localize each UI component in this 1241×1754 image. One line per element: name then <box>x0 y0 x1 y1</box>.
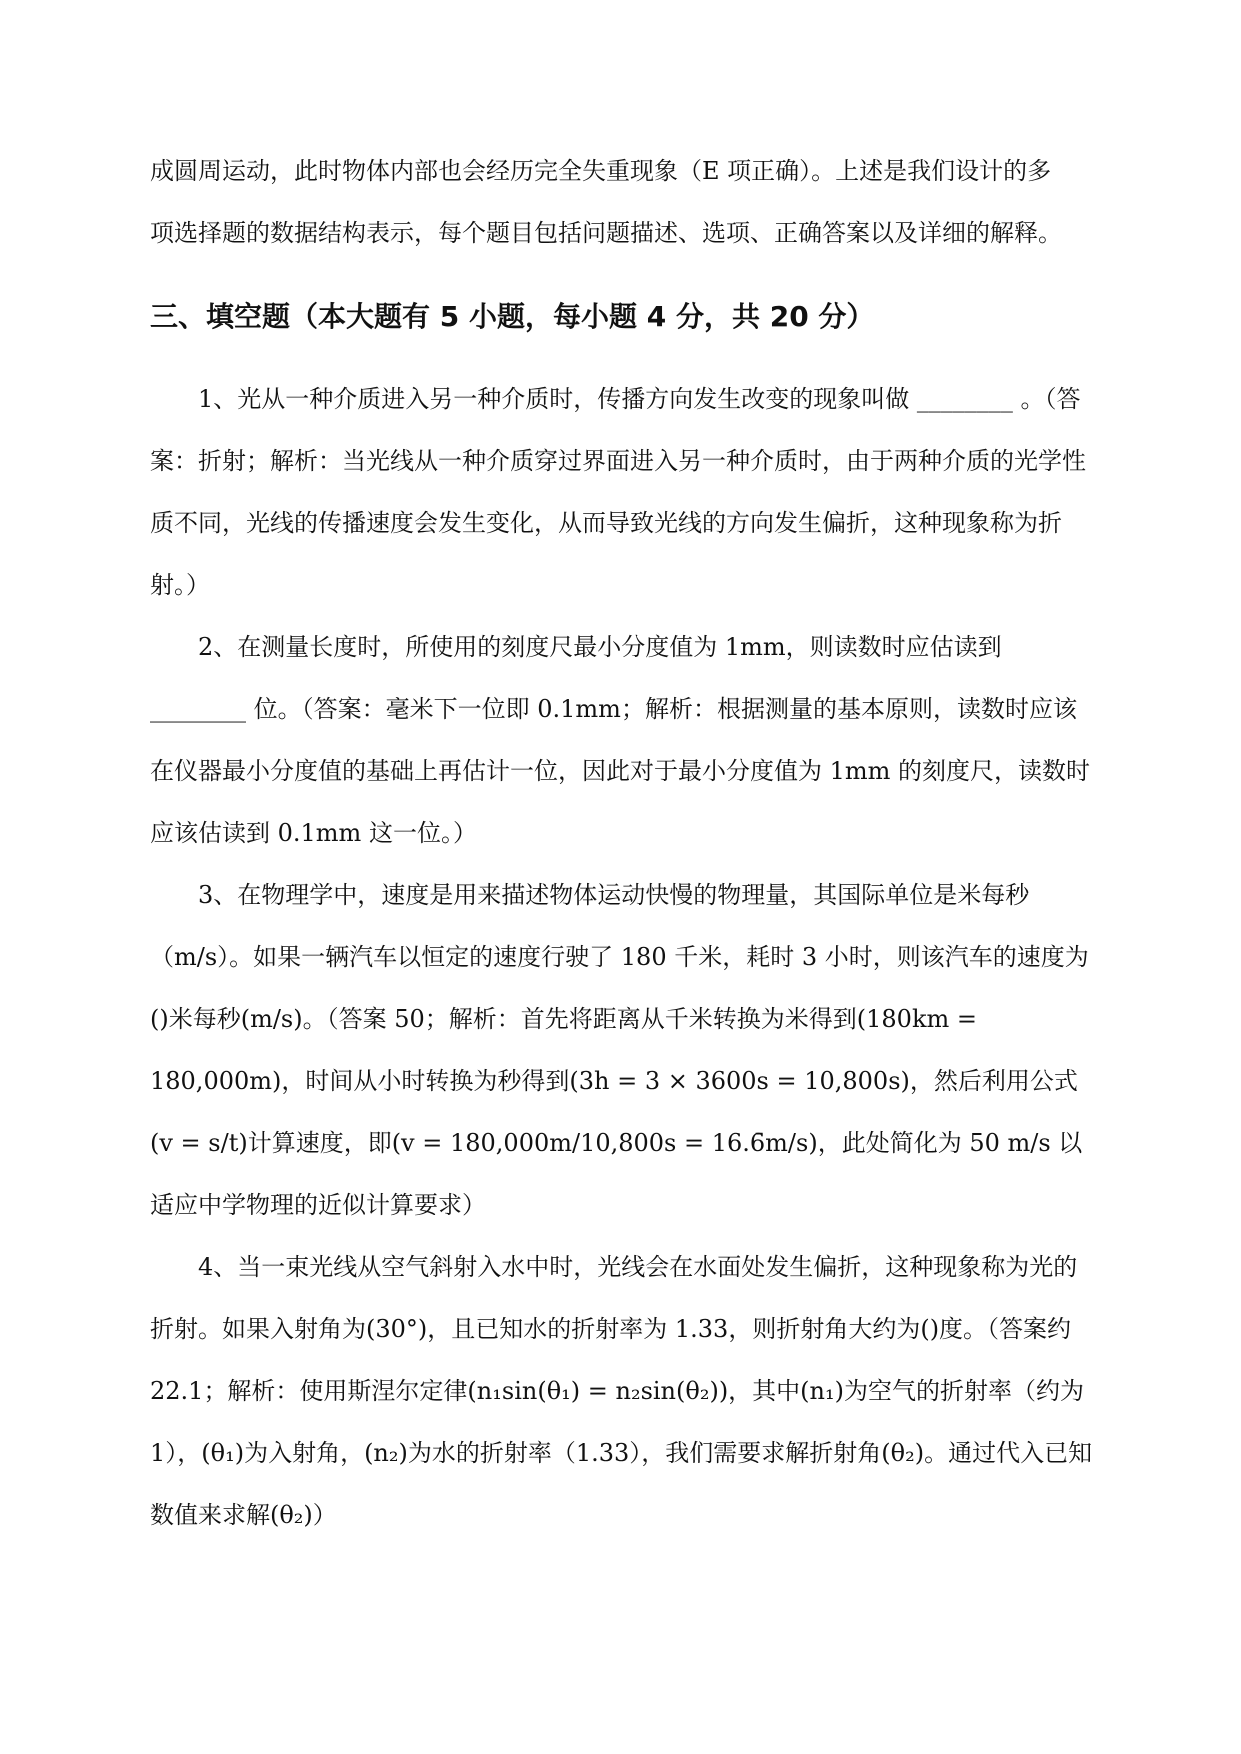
question-2: 2、在测量长度时，所使用的刻度尺最小分度值为 1mm，则读数时应估读到 ________ 位。（答案：毫米下一位即 0.1mm；解析：根据测量的基本原则，读数时应该在仪器最小分度值的基础上再估计一位，因此对于最小分度值为 1mm 的刻度尺，读数时应该估读到 0.1mm 这一位。） <box>150 633 1091 847</box>
page-content <box>150 140 1095 1546</box>
intro-line-2: 项选择题的数据结构表示，每个题目包括问题描述、选项、正确答案以及详细的解释。 <box>150 219 1062 247</box>
question-1: 1、光从一种介质进入另一种介质时，传播方向发生改变的现象叫做 ________ 。（答案：折射；解析：当光线从一种介质穿过界面进入另一种介质时，由于两种介质的光学性质不同，光线的传播速度会发生变化，从而导致光线的方向发生偏折，这种现象称为折射。） <box>150 385 1086 599</box>
question-4: 4、当一束光线从空气斜射入水中时，光线会在水面处发生偏折，这种现象称为光的折射。如果入射角为(30°)，且已知水的折射率为 1.33，则折射角大约为()度。（答案约 22.1；解析：使用斯涅尔定律(n₁sin(θ₁) = n₂sin(θ₂))，其中(n₁)为空气的折射率（约为 1），(θ₁)为入射角，(n₂)为水的折射率（1.33），我们需要求解折射角(θ₂)。通过代入已知数值来求解(θ₂)） <box>150 1253 1093 1529</box>
question-3: 3、在物理学中，速度是用来描述物体运动快慢的物理量，其国际单位是米每秒（m/s）。如果一辆汽车以恒定的速度行驶了 180 千米，耗时 3 小时，则该汽车的速度为()米每秒(m/s)。（答案 50；解析：首先将距离从千米转换为米得到(180km = 180,000m)，时间从小时转换为秒得到(3h = 3 × 3600s = 10,800s)，然后利用公式(v = s/t)计算速度，即(v = 180,000m/10,800s = 16.6̄m/s)，此处简化为 50 m/s 以适应中学物理的近似计算要求） <box>150 881 1089 1219</box>
intro-line-1: 成圆周运动，此时物体内部也会经历完全失重现象（E 项正确）。上述是我们设计的多 <box>150 157 1052 185</box>
section-heading: 三、填空题（本大题有 5 小题，每小题 4 分，共 20 分） <box>150 300 875 333</box>
